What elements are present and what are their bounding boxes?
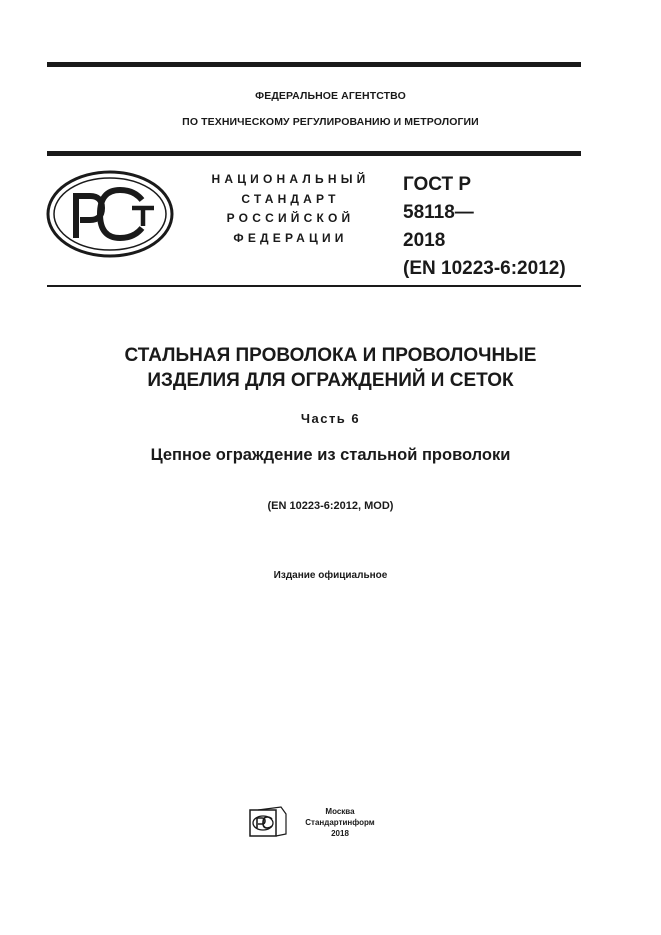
publisher-name: Стандартинформ bbox=[305, 818, 375, 827]
title-line-1: СТАЛЬНАЯ ПРОВОЛОКА И ПРОВОЛОЧНЫЕ bbox=[124, 345, 537, 366]
designation-line-4: (EN 10223-6:2012) bbox=[403, 258, 566, 279]
top-rule bbox=[47, 62, 581, 67]
publisher-logo-icon bbox=[249, 806, 287, 837]
agency-line-1: ФЕДЕРАЛЬНОЕ АГЕНТСТВО bbox=[255, 90, 406, 102]
rst-logo-icon bbox=[46, 170, 174, 258]
designation-line-1: ГОСТ Р bbox=[403, 174, 472, 195]
agency-line-2: ПО ТЕХНИЧЕСКОМУ РЕГУЛИРОВАНИЮ И МЕТРОЛОГИИ bbox=[182, 116, 479, 128]
standard-type-line-2: СТАНДАРТ bbox=[241, 191, 340, 206]
thin-rule bbox=[47, 285, 581, 287]
document-title bbox=[0, 343, 661, 393]
designation-line-3: 2018 bbox=[403, 230, 446, 251]
middle-rule bbox=[47, 151, 581, 156]
standard-type-block bbox=[198, 172, 383, 250]
edition-note: Издание официальное bbox=[273, 570, 388, 581]
part-number: Часть 6 bbox=[300, 411, 361, 426]
publisher-block bbox=[290, 806, 390, 839]
designation-block bbox=[403, 171, 566, 283]
standard-type-line-1: НАЦИОНАЛЬНЫЙ bbox=[211, 172, 370, 186]
publisher-year: 2018 bbox=[331, 829, 349, 838]
publisher-city: Москва bbox=[325, 807, 355, 816]
standard-type-line-3: РОССИЙСКОЙ bbox=[226, 211, 355, 225]
standard-type-line-4: ФЕДЕРАЦИИ bbox=[233, 230, 348, 245]
designation-line-2: 58118— bbox=[403, 202, 474, 223]
en-reference: (EN 10223-6:2012, MOD) bbox=[267, 500, 394, 512]
document-subtitle: Цепное ограждение из стальной проволоки bbox=[150, 446, 511, 464]
title-line-2: ИЗДЕЛИЯ ДЛЯ ОГРАЖДЕНИЙ И СЕТОК bbox=[147, 370, 514, 391]
